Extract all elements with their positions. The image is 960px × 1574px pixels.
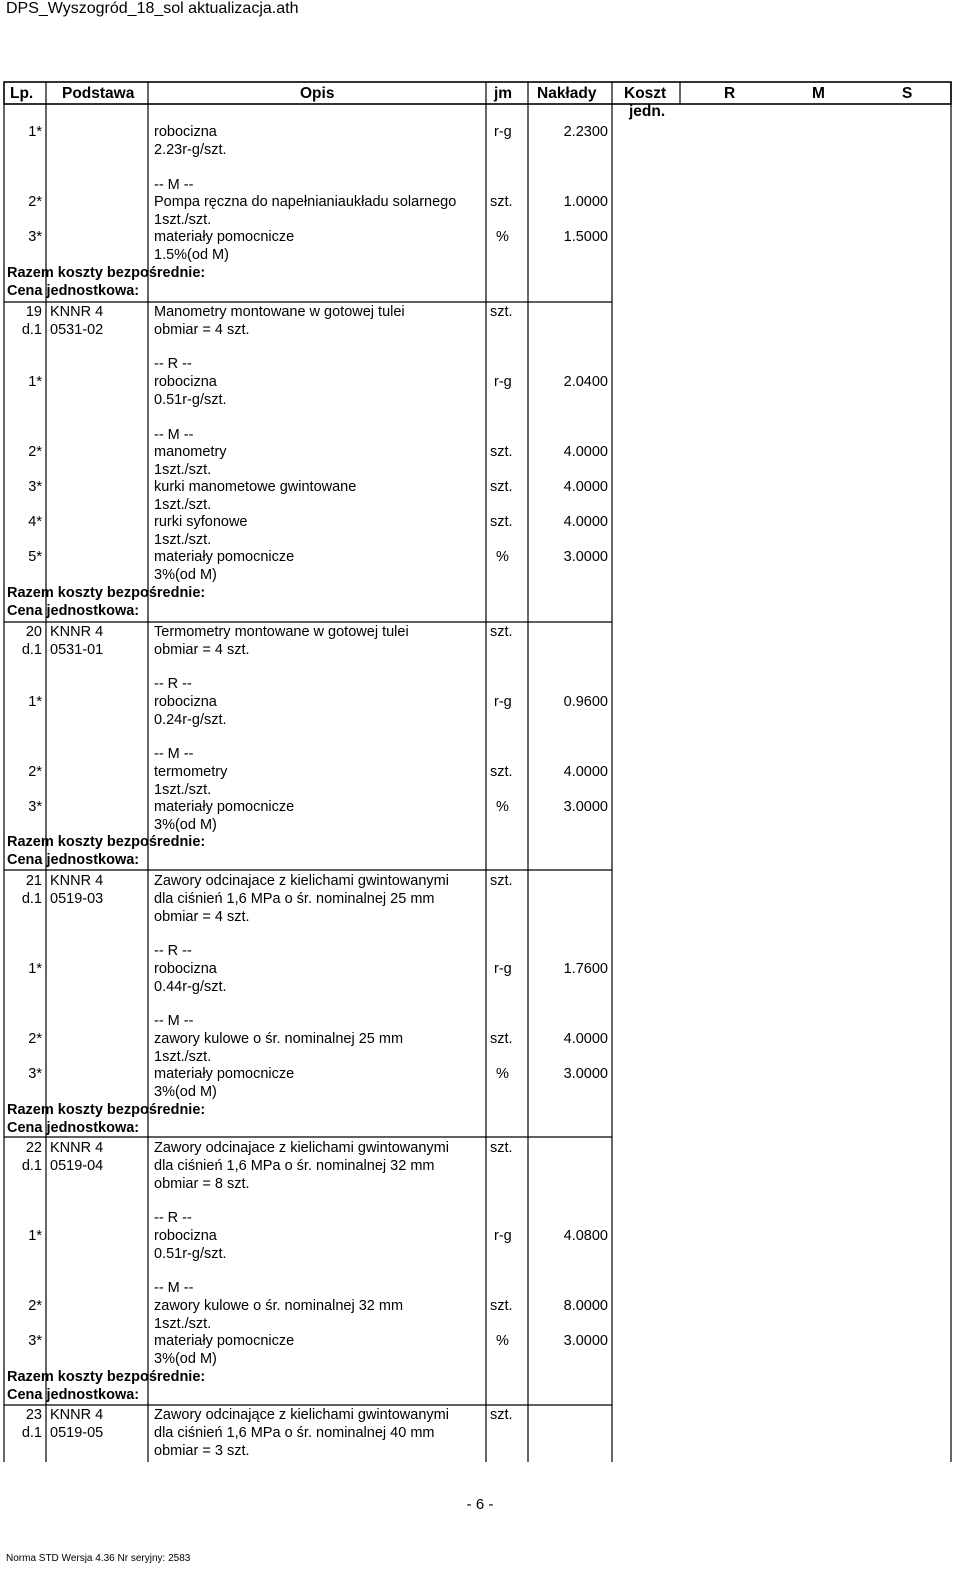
- row-norma: 3%(od M): [154, 817, 217, 833]
- header-jm: jm: [494, 85, 513, 102]
- row-norma: 1szt./szt.: [154, 532, 212, 548]
- position-obmiar: obmiar = 4 szt.: [154, 909, 250, 925]
- position-number: 21: [25, 873, 42, 889]
- cena-label: Cena jednostkowa:: [7, 283, 140, 299]
- row-opis: materiały pomocnicze: [154, 1066, 295, 1082]
- position-opis: Manometry montowane w gotowej tulei: [154, 304, 405, 320]
- row-opis: robocizna: [154, 694, 217, 710]
- row-jm: szt.: [490, 194, 513, 210]
- position-number: 20: [25, 624, 42, 640]
- position-podstawa-code: 0519-05: [50, 1425, 104, 1441]
- position-podstawa: KNNR 4: [50, 304, 104, 320]
- row-norma: 0.51r-g/szt.: [154, 392, 227, 408]
- row-naklady: 3.0000: [563, 1333, 608, 1349]
- position-opis: Termometry montowane w gotowej tulei: [154, 624, 409, 640]
- section-m-label: -- M --: [154, 746, 194, 762]
- row-norma: 1szt./szt.: [154, 1049, 212, 1065]
- row-jm: szt.: [490, 479, 513, 495]
- row-opis: robocizna: [154, 374, 217, 390]
- razem-label: Razem koszty bezpośrednie:: [7, 1369, 206, 1385]
- row-norma: 0.24r-g/szt.: [154, 712, 227, 728]
- section-r-label: -- R --: [154, 943, 192, 959]
- row-jm: %: [496, 1333, 509, 1349]
- row-naklady: 8.0000: [563, 1298, 608, 1314]
- footer-note: Norma STD Wersja 4.36 Nr seryjny: 2583: [6, 1553, 191, 1564]
- row-jm: r-g: [494, 1228, 512, 1244]
- document-title: DPS_Wyszogród_18_sol aktualizacja.ath: [6, 0, 299, 17]
- row-lp: 1*: [28, 1228, 42, 1244]
- section-m-label: -- M --: [154, 1013, 194, 1029]
- row-naklady: 4.0000: [563, 514, 608, 530]
- position-obmiar: obmiar = 4 szt.: [154, 642, 250, 658]
- row-naklady: 2.0400: [563, 374, 608, 390]
- row-lp: 1*: [28, 961, 42, 977]
- row-opis: zawory kulowe o śr. nominalnej 25 mm: [154, 1031, 404, 1047]
- cena-label: Cena jednostkowa:: [7, 1120, 140, 1136]
- row-lp: 5*: [28, 549, 42, 565]
- row-naklady: 4.0000: [563, 479, 608, 495]
- cena-label: Cena jednostkowa:: [7, 603, 140, 619]
- row-lp: 3*: [28, 479, 42, 495]
- row-jm: %: [496, 229, 509, 245]
- position-opis: Zawory odcinajace z kielichami gwintowanymi: [154, 873, 449, 889]
- position-jm: szt.: [490, 304, 513, 320]
- section-r-label: -- R --: [154, 356, 192, 372]
- row-lp: 3*: [28, 1066, 42, 1082]
- section-r-label: -- R --: [154, 1210, 192, 1226]
- position-number: 22: [25, 1140, 42, 1156]
- position-podstawa: KNNR 4: [50, 1407, 104, 1423]
- position-opis-detail: dla ciśnień 1,6 MPa o śr. nominalnej 40 mm: [154, 1425, 435, 1441]
- position-sub: d.1: [21, 891, 42, 907]
- row-opis: termometry: [154, 764, 228, 780]
- razem-label: Razem koszty bezpośrednie:: [7, 585, 206, 601]
- section-r-label: -- R --: [154, 676, 192, 692]
- row-jm: %: [496, 1066, 509, 1082]
- row-lp: 3*: [28, 1333, 42, 1349]
- row-lp: 2*: [28, 194, 42, 210]
- position-number: 19: [25, 304, 42, 320]
- row-lp: 2*: [28, 1031, 42, 1047]
- row-naklady: 1.0000: [563, 194, 608, 210]
- position-podstawa-code: 0519-03: [50, 891, 104, 907]
- row-norma: 1szt./szt.: [154, 462, 212, 478]
- row-naklady: 1.7600: [563, 961, 608, 977]
- row-norma: 1szt./szt.: [154, 497, 212, 513]
- position-opis: Zawory odcinajace z kielichami gwintowanymi: [154, 1140, 449, 1156]
- row-lp: 1*: [28, 374, 42, 390]
- row-naklady: 0.9600: [563, 694, 608, 710]
- row-norma: 3%(od M): [154, 1351, 217, 1367]
- row-lp: 2*: [28, 444, 42, 460]
- row-norma: 1szt./szt.: [154, 1316, 212, 1332]
- header-opis: Opis: [300, 85, 335, 102]
- section-m-label: -- M --: [154, 427, 194, 443]
- row-norma: 0.44r-g/szt.: [154, 979, 227, 995]
- cena-label: Cena jednostkowa:: [7, 852, 140, 868]
- row-norma: 1szt./szt.: [154, 782, 212, 798]
- section-m-label: -- M --: [154, 1280, 194, 1296]
- row-jm: szt.: [490, 514, 513, 530]
- position-podstawa-code: 0531-01: [50, 642, 104, 658]
- row-lp: 2*: [28, 764, 42, 780]
- row-opis: materiały pomocnicze: [154, 799, 295, 815]
- position-podstawa: KNNR 4: [50, 1140, 104, 1156]
- position-jm: szt.: [490, 1140, 513, 1156]
- row-lp: 3*: [28, 799, 42, 815]
- page-number: - 6 -: [466, 1496, 494, 1513]
- row-norma: 1szt./szt.: [154, 212, 212, 228]
- position-obmiar: obmiar = 8 szt.: [154, 1176, 250, 1192]
- row-naklady: 4.0000: [563, 444, 608, 460]
- razem-label: Razem koszty bezpośrednie:: [7, 1102, 206, 1118]
- row-jm: r-g: [494, 124, 512, 140]
- row-jm: szt.: [490, 444, 513, 460]
- position-jm: szt.: [490, 873, 513, 889]
- row-opis: manometry: [154, 444, 227, 460]
- row-lp: 2*: [28, 1298, 42, 1314]
- position-obmiar: obmiar = 3 szt.: [154, 1443, 250, 1459]
- position-opis: Zawory odcinające z kielichami gwintowanymi: [154, 1407, 449, 1423]
- row-lp: 3*: [28, 229, 42, 245]
- row-naklady: 3.0000: [563, 549, 608, 565]
- row-opis: robocizna: [154, 124, 217, 140]
- row-jm: szt.: [490, 1298, 513, 1314]
- row-norma: 3%(od M): [154, 567, 217, 583]
- row-naklady: 4.0000: [563, 1031, 608, 1047]
- row-opis: materiały pomocnicze: [154, 229, 295, 245]
- row-jm: %: [496, 799, 509, 815]
- position-podstawa: KNNR 4: [50, 873, 104, 889]
- cena-label: Cena jednostkowa:: [7, 1387, 140, 1403]
- row-norma: 0.51r-g/szt.: [154, 1246, 227, 1262]
- row-opis: zawory kulowe o śr. nominalnej 32 mm: [154, 1298, 404, 1314]
- row-naklady: 4.0000: [563, 764, 608, 780]
- row-naklady: 1.5000: [563, 229, 608, 245]
- header-r: R: [724, 85, 736, 102]
- row-norma: 1.5%(od M): [154, 247, 229, 263]
- header-koszt-jedn: jedn.: [629, 103, 666, 120]
- row-lp: 1*: [28, 124, 42, 140]
- position-number: 23: [25, 1407, 42, 1423]
- position-podstawa: KNNR 4: [50, 624, 104, 640]
- header-naklady: Nakłady: [537, 85, 597, 102]
- header-m: M: [812, 85, 825, 102]
- row-jm: r-g: [494, 694, 512, 710]
- header-lp: Lp.: [10, 85, 34, 102]
- row-opis: rurki syfonowe: [154, 514, 248, 530]
- position-sub: d.1: [21, 642, 42, 658]
- razem-label: Razem koszty bezpośrednie:: [7, 834, 206, 850]
- row-jm: r-g: [494, 374, 512, 390]
- row-opis: robocizna: [154, 961, 217, 977]
- row-jm: r-g: [494, 961, 512, 977]
- header-koszt: Koszt: [624, 85, 667, 102]
- position-opis-detail: dla ciśnień 1,6 MPa o śr. nominalnej 25 mm: [154, 891, 435, 907]
- row-opis: Pompa ręczna do napełnianiaukładu solarnego: [154, 194, 457, 210]
- position-sub: d.1: [21, 1158, 42, 1174]
- row-lp: 4*: [28, 514, 42, 530]
- header-s: S: [902, 85, 913, 102]
- section-m-label: -- M --: [154, 177, 194, 193]
- row-opis: materiały pomocnicze: [154, 1333, 295, 1349]
- row-naklady: 4.0800: [563, 1228, 608, 1244]
- position-sub: d.1: [21, 1425, 42, 1441]
- row-naklady: 2.2300: [563, 124, 608, 140]
- position-jm: szt.: [490, 624, 513, 640]
- header-podstawa: Podstawa: [62, 85, 135, 102]
- row-opis: kurki manometowe gwintowane: [154, 479, 357, 495]
- row-norma: 3%(od M): [154, 1084, 217, 1100]
- row-naklady: 3.0000: [563, 1066, 608, 1082]
- row-opis: materiały pomocnicze: [154, 549, 295, 565]
- position-podstawa-code: 0531-02: [50, 322, 104, 338]
- row-jm: %: [496, 549, 509, 565]
- position-podstawa-code: 0519-04: [50, 1158, 104, 1174]
- row-naklady: 3.0000: [563, 799, 608, 815]
- position-sub: d.1: [21, 322, 42, 338]
- row-opis: robocizna: [154, 1228, 217, 1244]
- razem-label: Razem koszty bezpośrednie:: [7, 265, 206, 281]
- position-jm: szt.: [490, 1407, 513, 1423]
- row-jm: szt.: [490, 764, 513, 780]
- row-lp: 1*: [28, 694, 42, 710]
- row-jm: szt.: [490, 1031, 513, 1047]
- row-norma: 2.23r-g/szt.: [154, 142, 227, 158]
- position-opis-detail: dla ciśnień 1,6 MPa o śr. nominalnej 32 mm: [154, 1158, 435, 1174]
- position-obmiar: obmiar = 4 szt.: [154, 322, 250, 338]
